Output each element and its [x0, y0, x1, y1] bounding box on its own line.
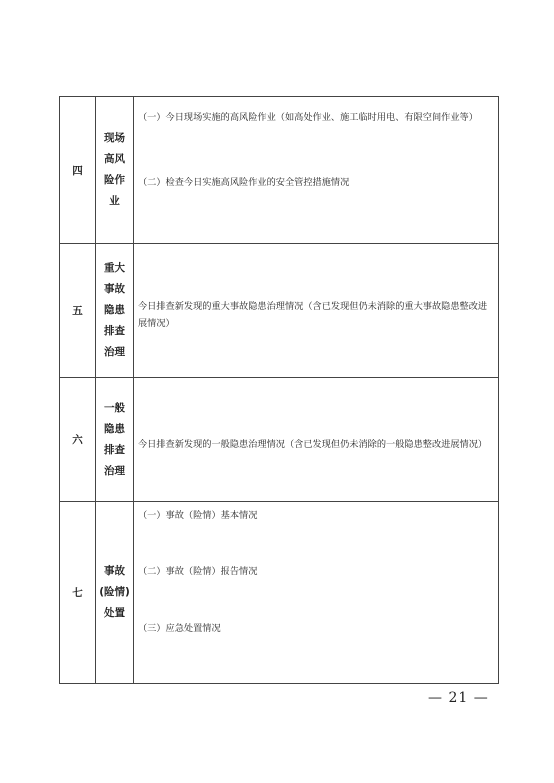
- category-line: 业: [109, 195, 120, 207]
- row-content: [134, 378, 499, 502]
- content-line: （二）检查今日实施高风险作业的安全管控措施情况: [138, 177, 350, 188]
- row-category: [96, 378, 134, 502]
- category-line: 险作: [104, 174, 125, 186]
- row-category: [96, 244, 134, 378]
- category-line: 现场: [104, 132, 125, 144]
- page-number: — 21 —: [428, 690, 489, 706]
- category-line: 排查: [104, 325, 125, 337]
- category-line: 重大: [104, 262, 125, 274]
- row-content: [134, 97, 499, 244]
- table-row: [60, 378, 499, 502]
- category-line: 治理: [104, 464, 125, 477]
- category-line: 高风: [104, 153, 125, 165]
- row-category: [96, 97, 134, 244]
- category-line: 隐患: [104, 304, 125, 316]
- row-category: [96, 502, 134, 684]
- row-number: 七: [60, 502, 96, 684]
- category-line: (险情): [99, 586, 130, 598]
- category-line: 事故: [104, 565, 125, 577]
- row-number: 五: [60, 244, 96, 378]
- category-line: 事故: [104, 283, 125, 295]
- content-line: （二）事故（险情）报告情况: [138, 566, 258, 577]
- row-content: [134, 502, 499, 684]
- table-row: [60, 502, 499, 684]
- content-line: （一）事故（险情）基本情况: [138, 510, 258, 521]
- content-line: （三）应急处置情况: [138, 623, 221, 634]
- category-line: 排查: [104, 443, 125, 456]
- row-content: [134, 244, 499, 378]
- table-row: [60, 244, 499, 378]
- content-paragraph: 今日排查新发现的一般隐患治理情况（含已发现但仍未消除的一般隐患整改进展情况）: [138, 438, 488, 450]
- report-form-table: [59, 96, 499, 684]
- row-number: 六: [60, 378, 96, 502]
- category-line: 一般: [104, 401, 125, 414]
- category-line: 处置: [104, 607, 125, 619]
- table-row: [60, 97, 499, 244]
- category-line: 隐患: [104, 422, 125, 435]
- category-line: 治理: [104, 346, 125, 358]
- content-line: （一）今日现场实施的高风险作业（如高处作业、施工临时用电、有限空间作业等）: [138, 112, 478, 123]
- content-paragraph: 今日排查新发现的重大事故隐患治理情况（含已发现但仍未消除的重大事故隐患整改进展情况）: [138, 301, 488, 329]
- row-number: 四: [60, 97, 96, 244]
